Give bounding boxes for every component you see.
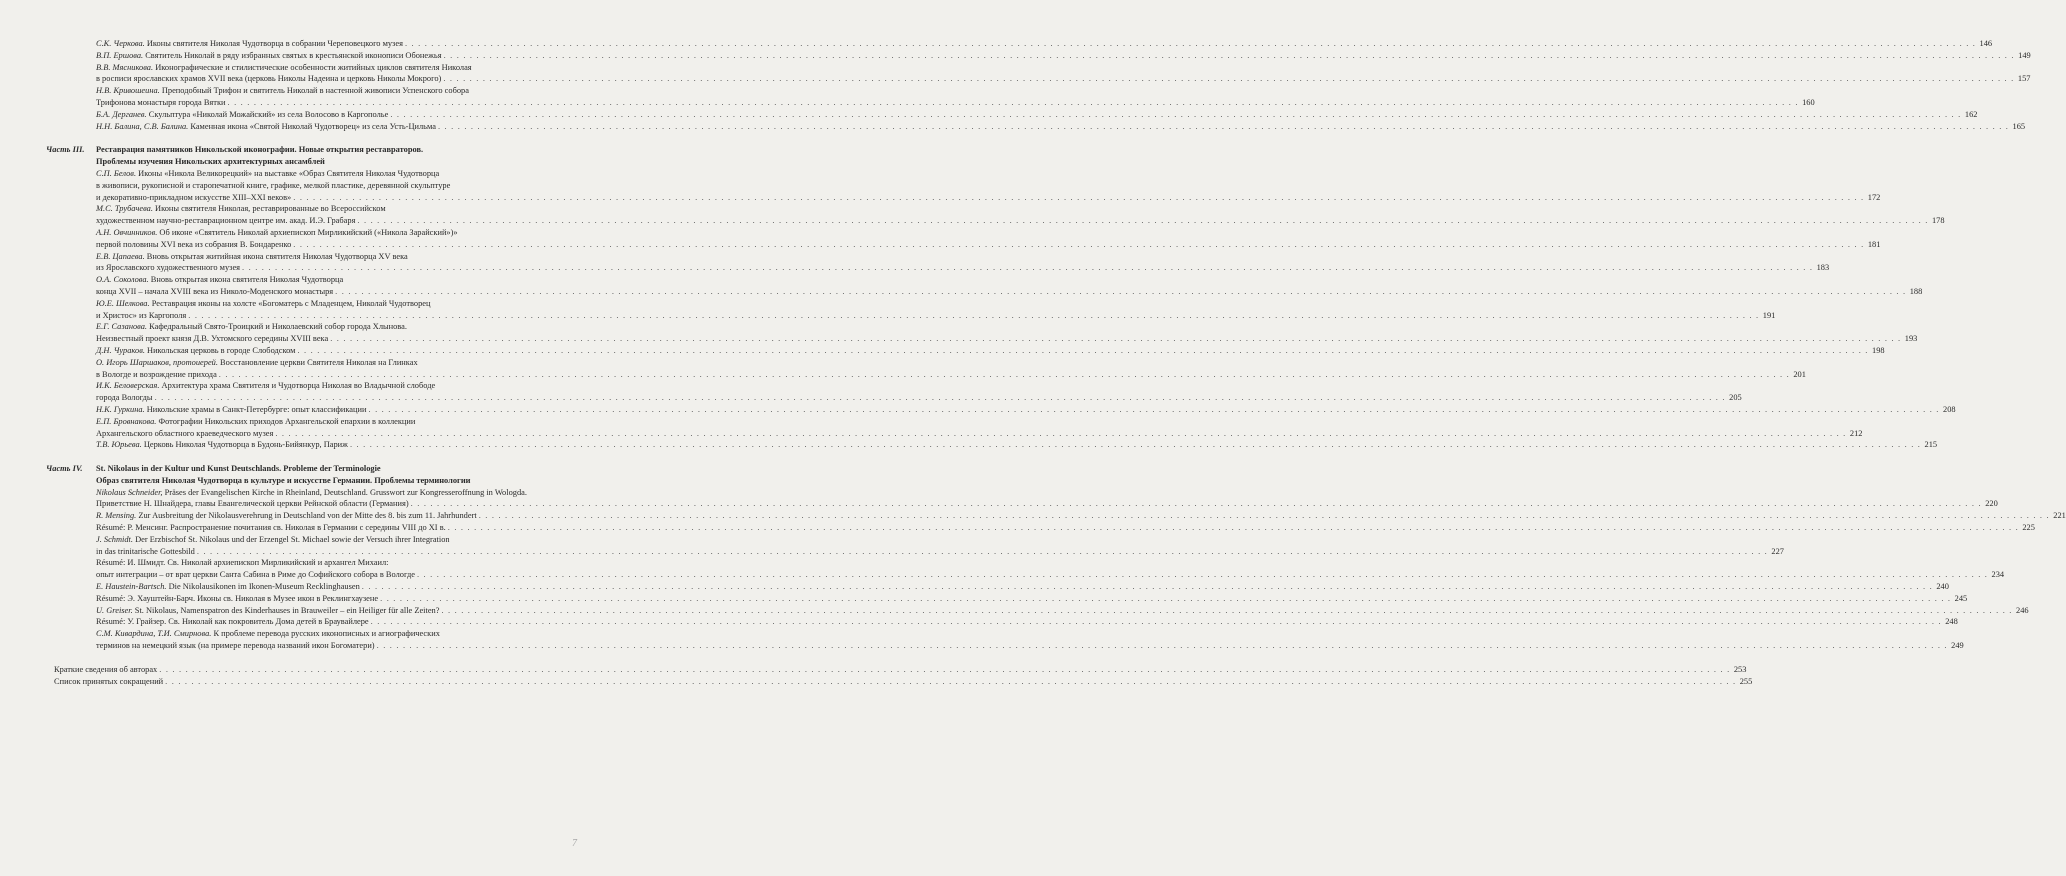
- toc-entry-page: 165: [2012, 121, 2026, 131]
- toc-entry-text: [96, 321, 407, 333]
- toc-entry-line: [0, 428, 1863, 440]
- toc-entry-text: [96, 439, 348, 451]
- part-title: Реставрация памятников Никольской иконографии. Новые открытия реставраторов.: [96, 145, 424, 155]
- toc-entry-title: Преподобный Трифон и святитель Николай в настенной живописи Успенского собора: [159, 86, 469, 96]
- toc-leader-dots: [390, 109, 1961, 121]
- toc-entry-title: Об иконе «Святитель Николай архиепископ Мирликийский («Никола Зарайский»)»: [157, 227, 458, 237]
- toc-entry-page: 162: [1964, 109, 1978, 119]
- toc-entry-text: [96, 180, 450, 192]
- toc-entry-text: [96, 345, 295, 357]
- toc-entry-text: [96, 569, 415, 581]
- toc-entry-line: [0, 192, 1881, 204]
- toc-leader-dots: [377, 640, 1948, 652]
- toc-entry-text: [96, 392, 153, 404]
- toc-entry-line: [0, 286, 1923, 298]
- toc-entry-text: [96, 510, 477, 522]
- toc-entry-line: [0, 73, 2031, 85]
- toc-entry-text: [96, 404, 366, 416]
- toc-entry-page: 221: [2053, 511, 2066, 521]
- toc-entry-text: [96, 50, 442, 62]
- toc-entry-line: [0, 605, 2029, 617]
- toc-entry-line: [0, 404, 1956, 416]
- section-gap: [0, 652, 606, 664]
- toc-entry-page: 178: [1931, 216, 1945, 226]
- toc-leader-dots: [297, 345, 1868, 357]
- toc-entry-line: [0, 392, 1742, 404]
- toc-entry-title: Résumé: Р. Менсинг. Распространение почитания св. Николая в Германии с середины VIII до XI в.: [96, 523, 446, 533]
- toc-leader-dots: [293, 192, 1864, 204]
- toc-entry-line: [0, 274, 606, 286]
- toc-entry-author: Т.В. Юрьева.: [96, 440, 142, 450]
- toc-entry-title: Résumé: Э. Хауштейн-Барч. Иконы св. Николая в Музее икон в Реклингхаузене: [96, 593, 379, 603]
- toc-entry-line: [0, 262, 1830, 274]
- toc-entry-author: Е.Г. Сазанова.: [96, 322, 148, 332]
- toc-entry-title: Архангельского областного краеведческого музея: [96, 428, 274, 438]
- toc-entry-line: [0, 168, 606, 180]
- part-subtitle: [0, 156, 606, 168]
- toc-entry-page: 249: [1951, 641, 1964, 651]
- toc-entry-page: 198: [1872, 345, 1885, 355]
- toc-entry-title: опыт интеграции – от врат церкви Санта Сабина в Риме до Софийского собора в Вологде: [96, 570, 415, 580]
- toc-entry-line: [0, 239, 1881, 251]
- toc-entry-title: Святитель Николай в ряду избранных святых в крестьянской иконописи Обонежья: [143, 50, 442, 60]
- toc-entry-page: 227: [1771, 546, 1784, 556]
- toc-entry-page: 215: [1924, 440, 1938, 450]
- toc-entry-text: [96, 640, 375, 652]
- toc-entry-page: 246: [2016, 605, 2029, 615]
- toc-entry-line: [0, 510, 2066, 522]
- toc-entry-line: [0, 487, 606, 499]
- toc-entry-line: [0, 38, 1993, 50]
- toc-entry-title: Кафедральный Свято-Троицкий и Николаевский собор города Хлынова.: [147, 322, 407, 332]
- toc-entry-text: [96, 121, 436, 133]
- toc-entry-line: [0, 498, 1998, 510]
- toc-entry-author: Nikolaus Schneider,: [96, 487, 163, 497]
- toc-entry-line: [0, 333, 1918, 345]
- toc-entry-line: [0, 380, 606, 392]
- toc-entry-page: 188: [1909, 286, 1923, 296]
- toc-entry-title: Никольские храмы в Санкт-Петербурге: опыт классификации: [144, 404, 367, 414]
- toc-entry-title: Скульптура «Николай Можайский» из села Волосово в Каргополье: [146, 109, 389, 119]
- toc-entry-text: [96, 369, 217, 381]
- toc-entry-text: [96, 62, 472, 74]
- toc-entry-line: [0, 628, 606, 640]
- toc-entry-text: [96, 498, 409, 510]
- toc-entry-page: 248: [1945, 617, 1958, 627]
- toc-entry-author: С.П. Белов.: [96, 168, 137, 178]
- toc-leader-dots: [330, 333, 1901, 345]
- toc-leader-dots: [350, 439, 1921, 451]
- toc-entry-author: С.К. Черкова.: [96, 39, 145, 48]
- toc-entry-line: [0, 121, 2026, 133]
- toc-leader-dots: [479, 510, 2050, 522]
- toc-entry-line: [0, 546, 1784, 558]
- toc-entry-page: 208: [1943, 404, 1956, 414]
- toc-entry-title: и Христос» из Каргополя: [96, 310, 187, 320]
- toc-entry-author: Н.К. Гуркина.: [96, 404, 145, 414]
- toc-entry-title: Неизвестный проект князя Д.В. Ухтомского середины XVIII века: [96, 334, 329, 344]
- toc-leader-dots: [335, 286, 1906, 298]
- toc-entry-title: Die Nikolausikonen im Ikonen-Museum Recklinghausen: [166, 582, 360, 592]
- toc-entry-title: в Вологде и возрождение прихода: [96, 369, 217, 379]
- toc-entry-text: [96, 310, 186, 322]
- toc-leader-dots: [444, 50, 2015, 62]
- toc-entry-title: Иконы «Никола Великорецкий» на выставке «Образ Святителя Николая Чудотворца: [136, 168, 440, 178]
- part-subtitle: [0, 475, 606, 487]
- toc-entry-title: терминов на немецкий язык (на примере перевода названий икон Богоматери): [96, 641, 375, 651]
- toc-entry-author: Н.В. Кривошеина.: [96, 86, 160, 96]
- toc-entry-author: R. Mensing.: [96, 511, 137, 521]
- toc-entry-title: первой половины XVI века из собрания В. Бондаренко: [96, 239, 292, 249]
- toc-entry-text: [54, 676, 163, 688]
- toc-leader-dots: [275, 428, 1846, 440]
- toc-entry-title: St. Nikolaus, Namenspatron des Kinderhauses in Brauweiler – ein Heiliger für alle Zeiten?: [132, 605, 440, 615]
- toc-entry-text: [96, 581, 360, 593]
- toc-entry-page: 172: [1867, 192, 1881, 202]
- section-gap: [0, 132, 606, 144]
- toc-entry-title: К проблеме перевода русских иконописных и агиографических: [211, 629, 440, 639]
- toc-entry-line: [0, 215, 1945, 227]
- toc-entry-line: [0, 676, 1753, 688]
- toc-leader-dots: [405, 38, 1976, 50]
- part-title: St. Nikolaus in der Kultur und Kunst Deutschlands. Probleme der Terminologie: [96, 464, 381, 474]
- toc-entry-page: 183: [1816, 263, 1830, 273]
- toc-entry-line: [0, 62, 606, 74]
- toc-entry-title: Zur Ausbreitung der Nikolausverehrung in Deutschland von der Mitte des 8. bis zum 11. Jahrhundert: [136, 511, 477, 521]
- toc-entry-line: [0, 97, 1815, 109]
- toc-entry-author: J. Schmidt.: [96, 534, 133, 544]
- toc-entry-title: Вновь открытая икона святителя Николая Чудотворца: [148, 275, 344, 285]
- toc-entry-line: [0, 534, 606, 546]
- toc-entry-author: И.К. Беловерская.: [96, 381, 160, 391]
- toc-leader-dots: [371, 616, 1942, 628]
- toc-entry-author: Е.В. Цапаева.: [96, 251, 145, 261]
- toc-entry-author: Д.Н. Чураков.: [96, 345, 145, 355]
- toc-entry-line: [0, 581, 1949, 593]
- toc-entry-line: [0, 109, 1978, 121]
- toc-entry-line: [0, 345, 1885, 357]
- toc-entry-title: и декоративно-прикладном искусстве XIII–XXI веков»: [96, 192, 292, 202]
- toc-entry-text: [96, 333, 328, 345]
- toc-entry-line: [0, 616, 1958, 628]
- toc-entry-text: [96, 357, 418, 369]
- toc-entry-text: [96, 239, 291, 251]
- toc-leader-dots: [165, 676, 1736, 688]
- toc-leader-dots: [242, 262, 1813, 274]
- toc-entry-title: из Ярославского художественного музея: [96, 263, 241, 273]
- toc-entry-text: [96, 227, 458, 239]
- toc-leader-dots: [219, 369, 1790, 381]
- toc-entry-line: [0, 50, 2031, 62]
- toc-entry-title: Никольская церковь в городе Слободском: [144, 345, 296, 355]
- toc-entry-title: Приветствие Н. Шнайдера, главы Евангелической церкви Рейнской области (Германия): [96, 499, 409, 509]
- toc-entry-title: Реставрация иконы на холсте «Богоматерь с Младенцем, Николай Чудотворец: [149, 298, 431, 308]
- toc-entry-title: Список принятых сокращений: [54, 676, 164, 686]
- toc-entry-page: 225: [2022, 523, 2035, 533]
- toc-entry-text: [96, 628, 440, 640]
- toc-entry-page: 234: [1991, 570, 2005, 580]
- toc-entry-page: 212: [1849, 428, 1863, 438]
- toc-entry-page: 205: [1729, 393, 1742, 403]
- toc-entry-line: [0, 664, 1747, 676]
- toc-leader-dots: [417, 569, 1988, 581]
- toc-entry-text: [96, 605, 439, 617]
- toc-entry-title: Фотографии Никольских приходов Архангельской епархии в коллекции: [156, 416, 416, 426]
- toc-entry-author: А.Н. Овчинников.: [96, 227, 158, 237]
- toc-entry-line: [0, 640, 1964, 652]
- toc-leader-dots: [159, 664, 1730, 676]
- toc-entry-author: Е.П. Бровнакова.: [96, 416, 157, 426]
- toc-entry-author: Ю.Е. Шелкова.: [96, 298, 150, 308]
- toc-entry-line: [0, 298, 606, 310]
- toc-entry-text: [96, 487, 527, 499]
- toc-entry-line: [0, 522, 2035, 534]
- toc-leader-dots: [197, 546, 1768, 558]
- toc-entry-line: [0, 593, 1968, 605]
- toc-entry-line: [0, 357, 606, 369]
- section-gap: [0, 451, 606, 463]
- toc-entry-author: О. Игорь Шаршаков, протоиерей.: [96, 357, 218, 367]
- toc-entry-text: [96, 203, 386, 215]
- toc-entry-text: [96, 428, 273, 440]
- toc-leader-dots: [368, 404, 1939, 416]
- toc-entry-page: 157: [2017, 74, 2031, 84]
- toc-entry-title: Восстановление церкви Святителя Николая на Глинках: [217, 357, 418, 367]
- toc-entry-line: [0, 85, 606, 97]
- part-label: Часть IV.: [46, 464, 83, 474]
- toc-entry-page: 220: [1985, 499, 1998, 509]
- toc-entry-line: [0, 321, 606, 333]
- toc-entry-title: Präses der Evangelischen Kirche in Rheinland, Deutschland. Grusswort zur Kongresseroffnung in Wologda.: [162, 487, 527, 497]
- toc-entry-page: 181: [1867, 239, 1881, 249]
- toc-entry-text: [96, 546, 195, 558]
- toc-entry-title: Иконы святителя Николая Чудотворца в собрании Череповецкого музея: [144, 39, 403, 48]
- toc-entry-text: [96, 85, 469, 97]
- toc-entry-line: [0, 227, 606, 239]
- toc-entry-text: [96, 73, 441, 85]
- toc-entry-line: [0, 203, 606, 215]
- toc-entry-text: [96, 298, 431, 310]
- toc-entry-author: Н.Н. Балина, С.В. Балина.: [96, 121, 189, 131]
- toc-entry-author: E. Haustein-Bartsch.: [96, 582, 167, 592]
- page-number: 7: [572, 838, 577, 849]
- toc-entry-title: Каменная икона «Святой Николай Чудотворец» из села Усть-Цильма: [188, 121, 436, 131]
- toc-entry-title: Вновь открытая житийная икона святителя Николая Чудотворца XV века: [144, 251, 408, 261]
- toc-entry-author: М.С. Трубачева.: [96, 204, 153, 214]
- toc-leader-dots: [438, 121, 2009, 133]
- toc-entry-text: [96, 262, 240, 274]
- toc-entry-title: в росписи ярославских храмов XVII века (церковь Николы Надеина и церковь Николы Мокрого): [96, 74, 442, 84]
- toc-entry-title: Архитектура храма Святителя и Чудотворца Николая во Владычной слободе: [159, 381, 436, 391]
- toc-entry-title: Résumé: И. Шмидт. Св. Николай архиепископ Мирликийский и архангел Михаил:: [96, 558, 389, 568]
- toc-entry-page: 201: [1793, 369, 1806, 379]
- part-heading: [0, 463, 606, 475]
- toc-entry-line: [0, 310, 1776, 322]
- toc-entry-text: [96, 522, 446, 534]
- toc-entry-text: [96, 616, 369, 628]
- toc-entry-title: художественном научно-реставрационном центре им. акад. И.Э. Грабаря: [96, 216, 356, 226]
- toc-leader-dots: [293, 239, 1864, 251]
- toc-entry-page: 191: [1762, 310, 1776, 320]
- part-subtitle-text: Образ святителя Николая Чудотворца в культуре и искусстве Германии. Проблемы терминологии: [96, 475, 471, 485]
- toc-entry-text: [54, 664, 157, 676]
- toc-entry-text: [96, 109, 388, 121]
- toc-entry-line: [0, 251, 606, 263]
- toc-entry-author: В.П. Ершова.: [96, 50, 144, 60]
- toc-entry-text: [96, 286, 333, 298]
- toc-leader-dots: [443, 73, 2014, 85]
- toc-leader-dots: [228, 97, 1799, 109]
- toc-entry-author: В.В. Мясникова.: [96, 62, 154, 72]
- toc-entry-title: Der Erzbischof St. Nikolaus und der Erzengel St. Michael sowie der Versuch ihrer Integration: [132, 534, 450, 544]
- toc-leader-dots: [448, 522, 2019, 534]
- toc-entry-title: Краткие сведения об авторах: [54, 664, 158, 674]
- toc-entry-title: конца XVII – начала XVIII века из Николо-Моденского монастыря: [96, 286, 334, 296]
- toc-entry-title: Résumé: У. Грайзер. Св. Николай как покровитель Дома детей в Браувайлере: [96, 617, 369, 627]
- toc-entry-title: in das trinitarische Gottesbild: [96, 546, 195, 556]
- toc-entry-text: [96, 274, 343, 286]
- toc-entry-page: 240: [1936, 582, 1949, 592]
- toc-entry-line: [0, 557, 606, 569]
- toc-entry-title: города Вологды: [96, 393, 153, 403]
- toc-entry-text: [96, 168, 439, 180]
- toc-entry-line: [0, 416, 606, 428]
- toc-entry-text: [96, 192, 291, 204]
- toc-entry-page: 245: [1954, 593, 1968, 603]
- toc-leader-dots: [188, 310, 1759, 322]
- toc-entry-line: [0, 180, 606, 192]
- toc-entries: [0, 38, 2066, 687]
- part-label: Часть III.: [46, 145, 85, 155]
- toc-entry-title: Иконы святителя Николая, реставрированные во Всероссийском: [152, 204, 386, 214]
- toc-leader-dots: [441, 605, 2012, 617]
- toc-entry-text: [96, 416, 415, 428]
- toc-entry-line: [0, 369, 1806, 381]
- part-heading: [0, 144, 606, 156]
- toc-entry-author: U. Greiser.: [96, 605, 133, 615]
- toc-leader-dots: [380, 593, 1951, 605]
- toc-leader-dots: [411, 498, 1982, 510]
- toc-entry-page: 193: [1904, 334, 1918, 344]
- toc-entry-text: [96, 38, 403, 50]
- toc-entry-text: [96, 593, 378, 605]
- toc-entry-page: 146: [1979, 39, 1993, 48]
- toc-entry-title: Церковь Николая Чудотворца в Будонь-Бийянкур, Париж: [141, 440, 348, 450]
- toc-entry-page: 253: [1733, 664, 1747, 674]
- toc-entry-text: [96, 380, 435, 392]
- toc-entry-text: [96, 557, 389, 569]
- toc-entry-title: в живописи, рукописной и старопечатной книге, графике, мелкой пластике, деревянной скульптуре: [96, 180, 451, 190]
- toc-entry-author: Б.А. Дерганев.: [96, 109, 147, 119]
- part-subtitle-text: Проблемы изучения Никольских архитектурных ансамблей: [96, 157, 325, 167]
- toc-leader-dots: [357, 215, 1928, 227]
- toc-entry-text: [96, 215, 355, 227]
- toc-entry-text: [96, 534, 450, 546]
- toc-leader-dots: [155, 392, 1726, 404]
- toc-entry-author: С.М. Кивардина, Т.И. Смирнова.: [96, 629, 212, 639]
- toc-entry-line: [0, 569, 2005, 581]
- toc-entry-page: 160: [1802, 97, 1815, 107]
- toc-entry-author: О.А. Соколова.: [96, 275, 149, 285]
- toc-entry-line: [0, 439, 1938, 451]
- toc-entry-text: [96, 97, 226, 109]
- toc-entry-text: [96, 251, 408, 263]
- toc-entry-page: 149: [2018, 50, 2031, 60]
- toc-entry-title: Трифонова монастыря города Вятки: [96, 97, 226, 107]
- toc-entry-page: 255: [1739, 676, 1753, 686]
- toc-leader-dots: [362, 581, 1933, 593]
- toc-entry-title: Иконографические и стилистические особенности житийных циклов святителя Николая: [153, 62, 472, 72]
